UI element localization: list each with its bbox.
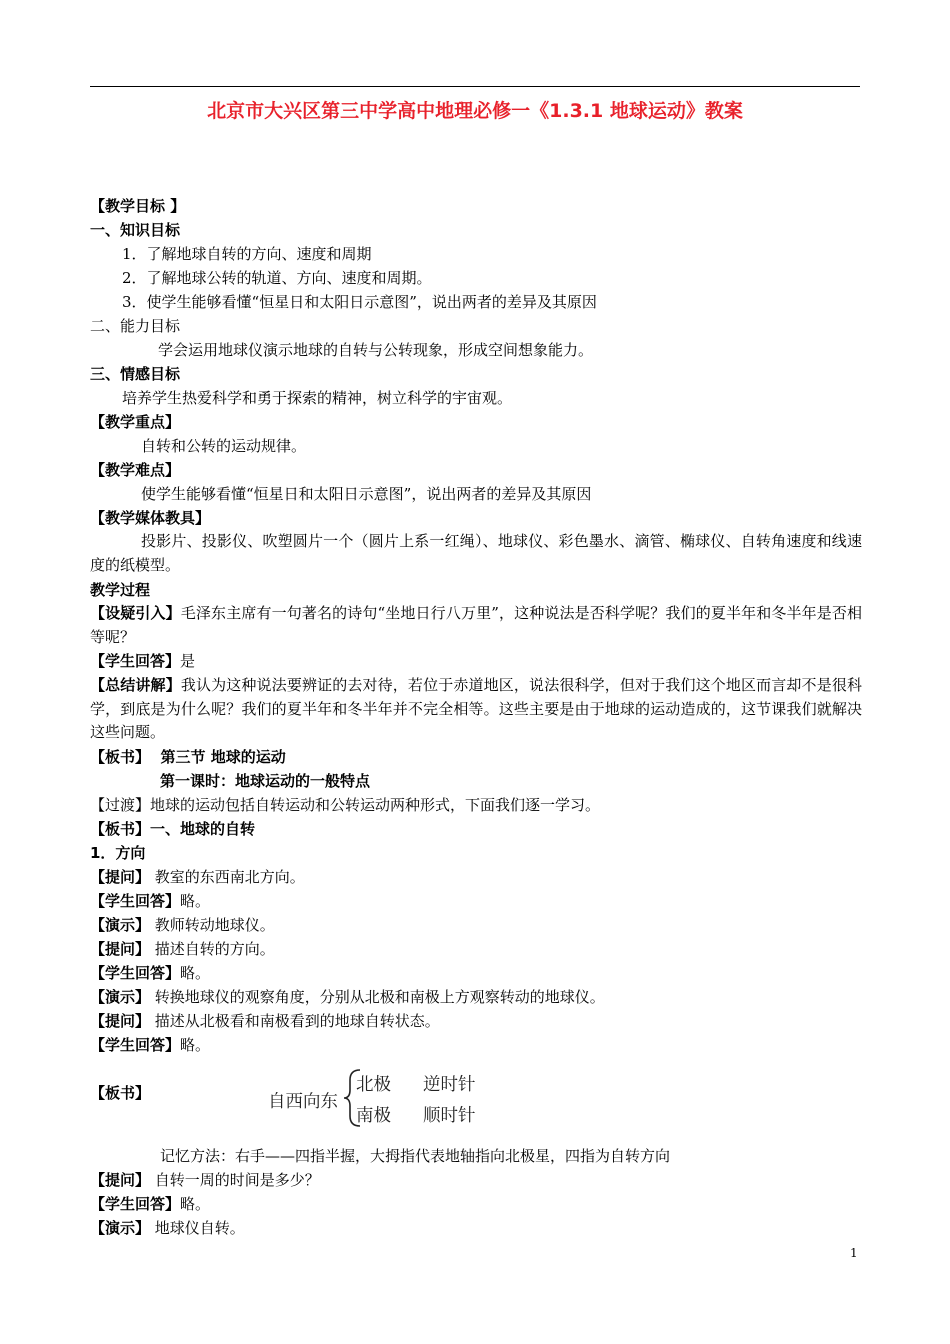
dialogue-line [90,986,605,1008]
dialogue-text: 地球仪自转。 [150,1219,245,1237]
dialogue-text: 描述自转的方向。 [150,940,275,958]
dialogue-line [90,890,210,912]
south-pole-label: 南极 [356,1106,391,1126]
ability-text: 学会运用地球仪演示地球的自转与公转现象，形成空间想象能力。 [158,341,594,359]
dialogue-label: 【提问】 [90,940,151,958]
brace-icon [266,1066,366,1130]
dialogue-text: 略。 [180,1036,211,1054]
transition-label: 【过渡】 [90,796,151,814]
process-header: 教学过程 [90,581,151,599]
document-title: 北京市大兴区第三中学高中地理必修一《1.3.1 地球运动》教案 [207,100,743,122]
board-label: 【板书】 [90,748,151,766]
dialogue-label: 【演示】 [90,988,151,1006]
difficulty-text: 使学生能够看懂“恒星日和太阳日示意图”，说出两者的差异及其原因 [141,485,592,503]
board-text: 一、地球的自转 [150,820,256,838]
intro-paragraph [90,602,862,649]
media-header: 【教学媒体教具】 [90,509,211,527]
summary-label: 【总结讲解】 [90,676,181,694]
dialogue-line [90,1169,320,1191]
direction-header: 1．方向 [90,844,146,862]
transition-line [90,794,600,816]
board-line [90,818,255,840]
ability-header: 二、能力目标 [90,317,181,335]
dialogue-line [90,1193,210,1215]
dialogue-line [90,1217,245,1239]
north-pole-label: 北极 [356,1075,391,1095]
dialogue-text: 转换地球仪的观察角度，分别从北极和南极上方观察转动的地球仪。 [150,988,605,1006]
intro-label: 【设疑引入】 [90,604,181,622]
dialogue-text: 自转一周的时间是多少？ [150,1171,320,1189]
dialogue-text: 教师转动地球仪。 [150,916,275,934]
north-pole-direction: 逆时针 [423,1075,476,1095]
page-number: 1 [850,1246,858,1260]
dialogue-label: 【提问】 [90,1012,151,1030]
answer-text: 是 [180,652,196,670]
dialogue-label: 【提问】 [90,1171,151,1189]
intro-text: 毛泽东主席有一句著名的诗句“坐地日行八万里”，这种说法是否科学呢？我们的夏半年和冬半年是否相等呢？ [90,604,862,646]
board-text: 第三节 地球的运动 [160,748,286,766]
objectives-header: 【教学目标 】 [90,197,186,215]
dialogue-label: 【演示】 [90,1219,151,1237]
dialogue-line [90,962,210,984]
dialogue-line [90,1034,210,1056]
memory-method: 记忆方法：右手——四指半握，大拇指代表地轴指向北极星，四指为自转方向 [160,1147,671,1165]
dialogue-line [90,938,275,960]
knowledge-item: 2．了解地球公转的轨道、方向、速度和周期。 [122,269,432,287]
summary-text: 我认为这种说法要辨证的去对待，若位于赤道地区，说法很科学，但对于我们这个地区而言却不是很科学，到底是为什么呢？我们的夏半年和冬半年并不完全相等。这些主要是由于地球的运动造成的，这节课我们就解决这些问题。 [90,676,862,741]
transition-text: 地球的运动包括自转运动和公转运动两种形式，下面我们逐一学习。 [150,796,601,814]
header-rule [90,86,860,87]
dialogue-text: 教室的东西南北方向。 [150,868,305,886]
dialogue-label: 【提问】 [90,868,151,886]
answer-line [90,650,195,672]
board-line [90,746,286,768]
south-pole-direction: 顺时针 [423,1106,476,1126]
dialogue-line [90,1010,440,1032]
key-text: 自转和公转的运动规律。 [141,437,307,455]
dialogue-label: 【学生回答】 [90,892,181,910]
dialogue-text: 略。 [180,1195,211,1213]
knowledge-header: 一、知识目标 [90,221,181,239]
dialogue-text: 略。 [180,892,211,910]
dialogue-label: 【演示】 [90,916,151,934]
dialogue-label: 【学生回答】 [90,1036,181,1054]
answer-label: 【学生回答】 [90,652,181,670]
summary-paragraph [90,674,862,745]
knowledge-item: 1．了解地球自转的方向、速度和周期 [122,245,372,263]
board-label: 【板书】 [90,1084,151,1102]
dialogue-label: 【学生回答】 [90,1195,181,1213]
rotation-direction: 自西向东 [268,1092,338,1112]
dialogue-text: 略。 [180,964,211,982]
difficulty-header: 【教学难点】 [90,461,181,479]
emotion-header: 三、情感目标 [90,365,181,383]
knowledge-item: 3．使学生能够看懂“恒星日和太阳日示意图”，说出两者的差异及其原因 [122,293,597,311]
dialogue-line [90,914,275,936]
dialogue-label: 【学生回答】 [90,964,181,982]
dialogue-line [90,866,305,888]
board-label: 【板书】 [90,820,151,838]
emotion-text: 培养学生热爱科学和勇于探索的精神，树立科学的宇宙观。 [122,389,513,407]
media-text: 投影片、投影仪、吹塑圆片一个（圆片上系一红绳）、地球仪、彩色墨水、滴管、椭球仪、自转角速度和线速度的纸模型。 [90,532,862,574]
key-header: 【教学重点】 [90,413,181,431]
board-subtitle: 第一课时：地球运动的一般特点 [160,772,371,790]
dialogue-text: 描述从北极看和南极看到的地球自转状态。 [150,1012,440,1030]
